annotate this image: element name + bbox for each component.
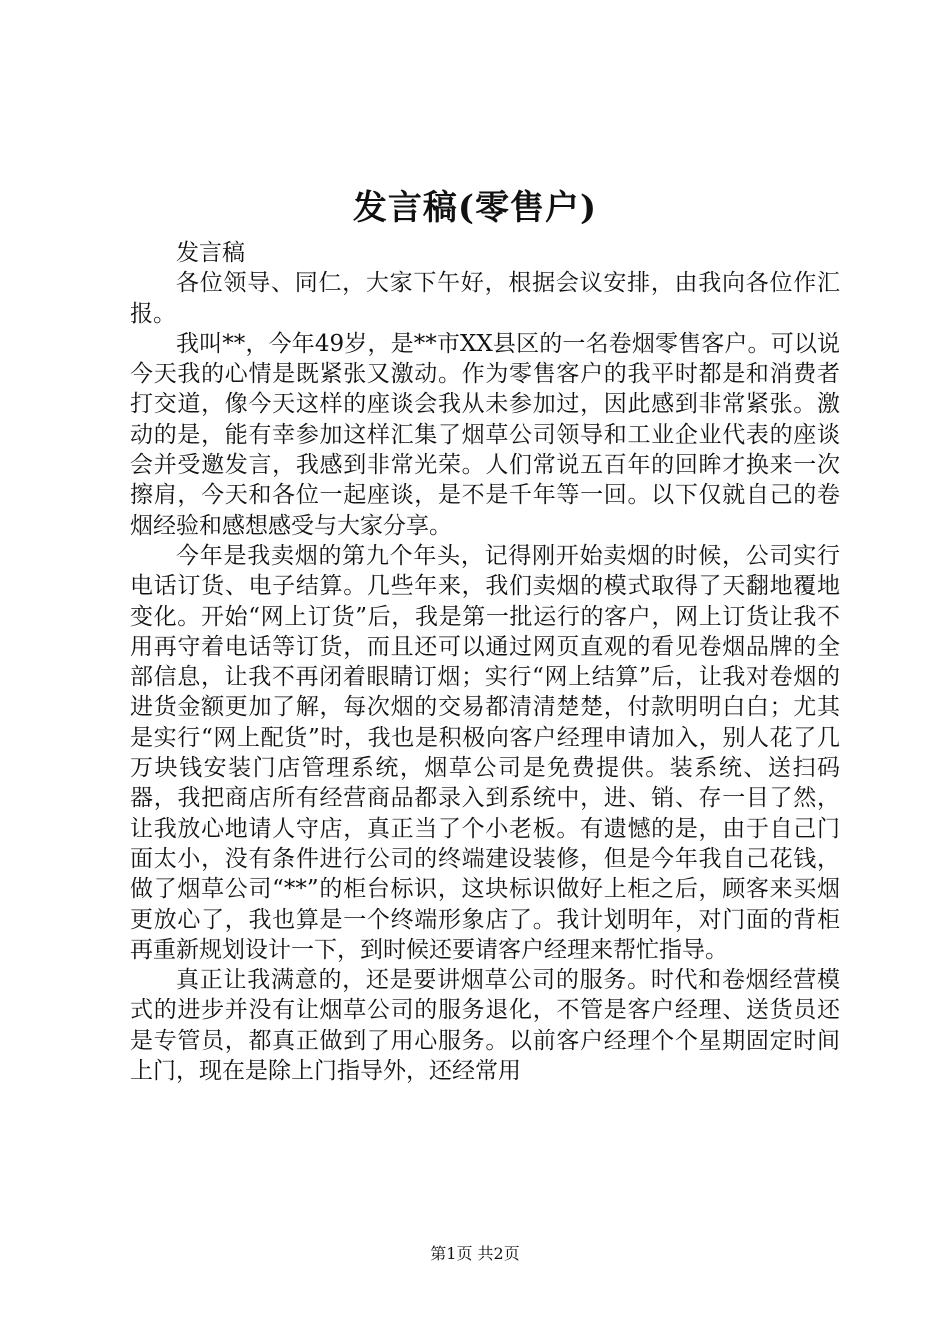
document-title: 发言稿(零售户) — [352, 188, 598, 228]
paragraph-service: 真正让我满意的，还是要讲烟草公司的服务。时代和卷烟经营模式的进步并没有让烟草公司的服务退化，不管是客户经理、送货员还是专管员，都真正做到了用心服务。以前客户经理个个星期固定时间上门，现在是除上门指导外，还经常用 — [130, 967, 840, 1085]
document-body — [130, 238, 840, 1086]
page-number-footer: 第1页 共2页 — [430, 1244, 520, 1263]
paragraph-introduction: 我叫**，今年49岁，是**市XX县区的一名卷烟零售客户。可以说今天我的心情是既紧张又激动。作为零售客户的我平时都是和消费者打交道，像今天这样的座谈会我从未参加过，因此感到非常紧张。激动的是，能有幸参加这样汇集了烟草公司领导和工业企业代表的座谈会并受邀发言，我感到非常光荣。人们常说五百年的回眸才换来一次擦肩，今天和各位一起座谈，是不是千年等一回。以下仅就自己的卷烟经验和感想感受与大家分享。 — [130, 330, 840, 539]
paragraph-greeting: 各位领导、同仁，大家下午好，根据会议安排，由我向各位作汇报。 — [130, 270, 840, 327]
paragraph-experience: 今年是我卖烟的第九个年头，记得刚开始卖烟的时候，公司实行电话订货、电子结算。几些年来，我们卖烟的模式取得了天翻地覆地变化。开始“网上订货”后，我是第一批运行的客户，网上订货让我不用再守着电话等订货，而且还可以通过网页直观的看见卷烟品牌的全部信息，让我不再闭着眼睛订烟；实行“网上结算”后，让我对卷烟的进货金额更加了解，每次烟的交易都清清楚楚，付款明明白白；尤其是实行“网上配货”时，我也是积极向客户经理申请加入，别人花了几万块钱安装门店管理系统，烟草公司是免费提供。装系统、送扫码器，我把商店所有经营商品都录入到系统中，进、销、存一目了然，让我放心地请人守店，真正当了个小老板。有遗憾的是，由于自己门面太小，没有条件进行公司的终端建设装修，但是今年我自己花钱，做了烟草公司“**”的柜台标识，这块标识做好上柜之后，顾客来买烟更放心了，我也算是一个终端形象店了。我计划明年，对门面的背柜再重新规划设计一下，到时候还要请客户经理来帮忙指导。 — [130, 542, 840, 963]
paragraph-heading: 发言稿 — [176, 240, 245, 266]
